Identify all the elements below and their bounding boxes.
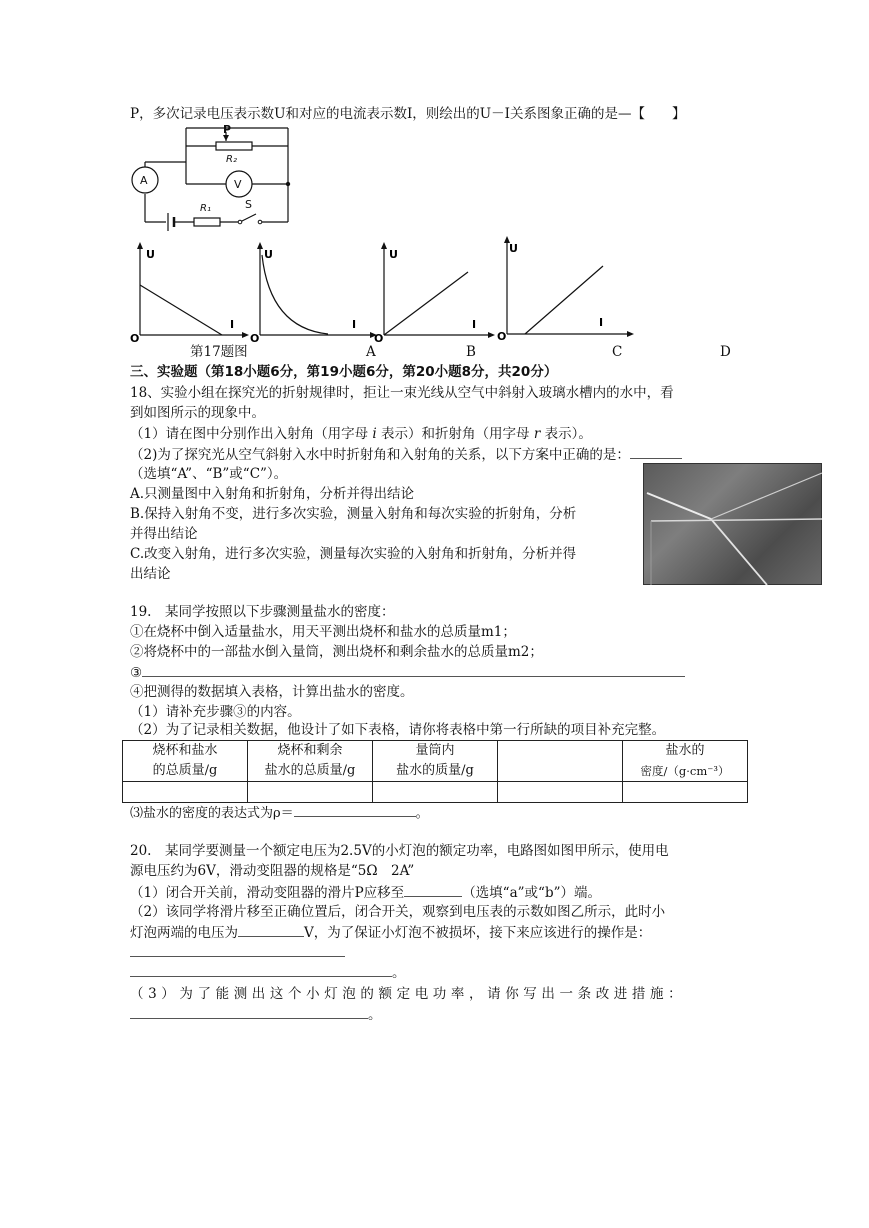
label-r1: R₁ [200,203,211,214]
q19-line1: 19. 某同学按照以下步骤测量盐水的密度： [130,604,395,620]
option-d: D [720,344,731,360]
label-s: S [245,198,252,211]
axis-u-b: U [264,248,273,261]
option-c: C [612,344,623,360]
option-a: A [366,344,376,360]
q20-line2: 源电压约为6V，滑动变阻器的规格是“5Ω 2A” [130,863,415,879]
label-p: P [223,123,232,136]
q18-part2-b: （选填“A”、“B”或“C”）。 [130,466,288,482]
axis-u-c: U [389,248,398,261]
table-header-cell: 盐水的 密度/（g·cm⁻³） [623,741,748,782]
q20-part2 [130,922,651,943]
axis-i-c: I [472,318,477,331]
voltmeter-label: V [234,178,242,191]
table-header-row [123,741,748,782]
q18-part1-a: （1）请在图中分别作出入射角（用字母 [130,426,369,442]
q20-part1-b: （选填“a”或“b”）端。 [462,885,601,901]
q18-option-c-line1: C.改变入射角，进行多次实验，测量每次实验的入射角和折射角，分析并得 [130,546,577,562]
axis-i-d: I [599,316,604,329]
axis-o-d: O [497,330,507,343]
q18-letter-i: i [372,426,377,442]
figure-caption: 第17题图 [190,344,248,360]
q18-part2-a: （2)为了探究光从空气斜射入水中时折射角和入射角的关系，以下方案中正确的是： [130,447,630,463]
table-header-cell: 量筒内 盐水的质量/g [373,741,498,782]
ui-graph-c [372,240,497,344]
axis-o-c: O [374,332,384,344]
q18-part1-c: 表示）。 [544,426,592,442]
q20-part3-end: 。 [368,1007,382,1023]
table-header-blank-cell[interactable] [498,741,623,782]
q19-part3 [130,802,429,824]
axis-o-b: O [250,332,260,344]
table-cell[interactable] [373,782,498,803]
axis-u-d: U [509,242,518,255]
q18-line1: 18、实验小组在探究光的折射规律时，拒让一束光线从空气中斜射入玻璃水槽内的水中，看 [130,385,674,401]
q20-part2-c: V，为了保证小灯泡不被损坏，接下来应该进行的操作是： [304,925,652,941]
q18-option-b-line2: 并得出结论 [130,526,198,542]
q19-step1: ①在烧杯中倒入适量盐水，用天平测出烧杯和盐水的总质量m1； [130,624,516,640]
q20-part2-a: （2）该同学将滑片移至正确位置后，闭合开关，观察到电压表的示数如图乙所示，此时小 [130,904,666,920]
label-r2: R₂ [226,154,237,165]
axis-i-a: I [230,318,235,331]
section-heading: 三、实验题（第18小题6分，第19小题6分，第20小题8分，共20分） [130,364,558,380]
q20-line1: 20. 某同学要测量一个额定电压为2.5V的小灯泡的额定功率，电路图如图甲所示，使用电 [130,843,669,859]
ui-graph-d [495,234,635,344]
q18-line2: 到如图所示的现象中。 [130,405,265,421]
option-b: B [466,344,476,360]
q18-part2 [130,444,682,465]
q19-step3-blank[interactable] [142,662,685,677]
axis-u-a: U [146,248,155,261]
q18-option-b-line1: B.保持入射角不变，进行多次实验，测量入射角和每次实验的折射角，分析 [130,506,577,522]
q19-step4: ④把测得的数据填入表格，计算出盐水的密度。 [130,684,414,700]
q19-part1: （1）请补充步骤③的内容。 [130,704,301,720]
q20-part2-line4 [130,962,406,983]
q17-stem: P，多次记录电压表示数U和对应的电流表示数I，则绘出的U－I关系图象正确的是—【 】 [130,106,686,122]
q19-step3-num: ③ [130,665,143,681]
q20-improvement-blank[interactable] [130,1004,368,1019]
q20-part1-a: （1）闭合开关前，滑动变阻器的滑片P应移至 [130,885,405,901]
q20-operation-blank-1[interactable] [130,942,345,957]
q19-step2: ②将烧杯中的一部盐水倒入量筒，测出烧杯和剩余盐水的总质量m2； [130,644,543,660]
axis-i-b: I [352,318,357,331]
q19-part3-a: ⑶盐水的密度的表达式为ρ＝ [130,806,294,821]
q18-part1 [130,424,592,444]
table-header-cell: 烧杯和盐水 的总质量/g [123,741,248,782]
circuit-diagram [128,122,298,234]
q20-part1 [130,882,601,903]
table-cell[interactable] [623,782,748,803]
q19-step3 [130,662,685,683]
q18-part1-b: 表示）和折射角（用字母 [381,426,530,442]
q20-part2-end: 。 [392,965,406,981]
q19-part2: （2）为了记录相关数据，他设计了如下表格，请你将表格中第一行所缺的项目补充完整。 [130,722,666,738]
table-header-cell: 烧杯和剩余 盐水的总质量/g [248,741,373,782]
table-cell[interactable] [248,782,373,803]
q20-part3: （3）为了能测出这个小灯泡的额定电功率，请你写出一条改进措施： [130,986,687,1002]
table-row [123,782,748,803]
q18-answer-blank[interactable] [630,444,682,459]
q19-part3-b: 。 [415,806,429,821]
q18-option-a: A.只测量图中入射角和折射角，分析并得出结论 [130,486,415,502]
q20-part1-blank[interactable] [404,882,462,897]
table-cell[interactable] [498,782,623,803]
q20-part2-line3 [130,942,345,963]
ui-graph-a [128,240,250,344]
ui-graph-b [248,240,378,344]
q18-letter-r: r [533,426,541,442]
q20-operation-blank-2[interactable] [130,962,392,977]
q20-part3-line2 [130,1004,382,1025]
q20-voltage-blank[interactable] [238,922,304,937]
q20-part2-b: 灯泡两端的电压为 [130,925,238,941]
axis-o-a: O [130,332,140,344]
ammeter-label: A [140,174,148,187]
q19-density-blank[interactable] [294,802,416,817]
q18-option-c-line2: 出结论 [130,566,171,582]
q19-table [122,740,748,803]
refraction-photo [643,463,822,585]
table-cell[interactable] [123,782,248,803]
